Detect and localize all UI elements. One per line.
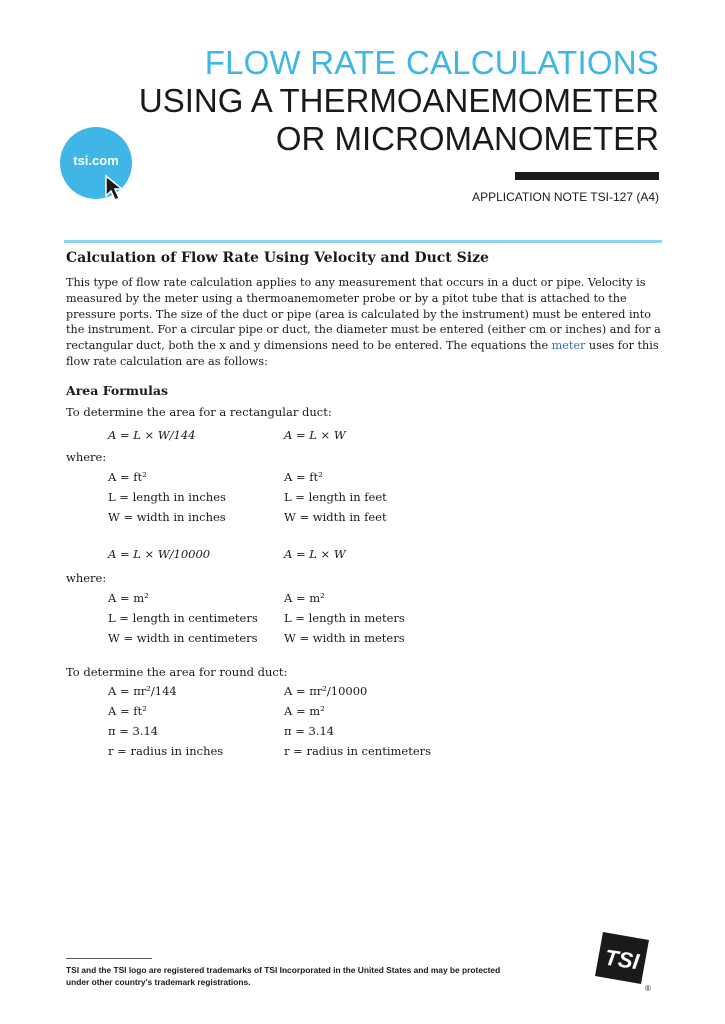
paragraph-line: the instrument. For a circular pipe or duct, the diameter must be entered (either cm or inches) and for a [66, 323, 661, 337]
definition-width: W = width in centimeters [108, 631, 258, 645]
registered-mark: ® [645, 984, 651, 992]
footnote-line: under other country's trademark registrations. [66, 977, 251, 987]
formula-rect-inches: A = L × W/144 [108, 428, 196, 442]
formula-round-inches: A = πr²/144 [108, 684, 177, 698]
definition-length: L = length in centimeters [108, 611, 258, 625]
tsi-logo-icon [589, 926, 655, 992]
paragraph-segment: rectangular duct, both the x and y dimensions need to be entered. The equations the [66, 339, 549, 353]
formula-rect-centimeters: A = L × W/10000 [108, 547, 211, 561]
definition-width: W = width in inches [108, 510, 226, 524]
meter-link[interactable]: meter [551, 339, 586, 353]
definition-width: W = width in meters [284, 631, 405, 645]
formula-rect-meters: A = L × W [284, 547, 346, 561]
area-formulas-heading: Area Formulas [66, 383, 169, 398]
paragraph-line: pressure ports. The size of the duct or pipe (area is calculated by the instrument) must be entered into [66, 307, 651, 321]
footnote-line: TSI and the TSI logo are registered trademarks of TSI Incorporated in the United States and may be protected [66, 965, 501, 975]
definition-area: A = m² [108, 591, 149, 605]
paragraph-line: flow rate calculation are as follows: [66, 354, 268, 368]
definition-area: A = m² [284, 591, 325, 605]
definition-length: L = length in feet [284, 490, 387, 504]
definition-length: L = length in meters [284, 611, 405, 625]
definition-length: L = length in inches [108, 490, 226, 504]
formula-rect-feet: A = L × W [284, 428, 346, 442]
where-label: where: [66, 571, 107, 585]
round-duct-intro: To determine the area for round duct: [66, 665, 288, 679]
definition-radius: r = radius in centimeters [284, 744, 432, 758]
definition-area: A = ft² [108, 470, 147, 484]
definition-area: A = ft² [284, 470, 323, 484]
section-divider [64, 240, 662, 243]
tsi-website-label: tsi.com [73, 153, 119, 168]
rect-duct-intro: To determine the area for a rectangular duct: [66, 405, 332, 419]
formula-round-centimeters: A = πr²/10000 [284, 684, 368, 698]
application-note-label: APPLICATION NOTE TSI-127 (A4) [472, 190, 659, 204]
definition-radius: r = radius in inches [108, 744, 224, 758]
title-line-3: OR MICROMANOMETER [275, 120, 659, 157]
paragraph-line: This type of flow rate calculation applies to any measurement that occurs in a duct or pipe. Velocity is [66, 276, 646, 289]
logo-text: TSI [603, 944, 641, 975]
definition-pi: π = 3.14 [284, 724, 335, 738]
paragraph-line [66, 338, 666, 354]
section-heading: Calculation of Flow Rate Using Velocity and Duct Size [66, 250, 489, 266]
definition-area: A = m² [284, 704, 325, 718]
definition-pi: π = 3.14 [108, 724, 159, 738]
definition-width: W = width in feet [284, 510, 387, 524]
title-line-1: FLOW RATE CALCULATIONS [204, 44, 659, 81]
definition-area: A = ft² [108, 704, 147, 718]
title-underline [515, 172, 659, 180]
paragraph-line: measured by the meter using a thermoanemometer probe or by a pitot tube that is attached to the [66, 291, 627, 305]
trademark-footnote [66, 964, 536, 988]
footnote-rule [66, 958, 152, 959]
intro-paragraph [66, 275, 666, 370]
where-label: where: [66, 450, 107, 464]
cursor-arrow-icon [104, 174, 126, 202]
title-line-2: USING A THERMOANEMOMETER [138, 82, 659, 119]
paragraph-segment: uses for this [588, 339, 659, 353]
